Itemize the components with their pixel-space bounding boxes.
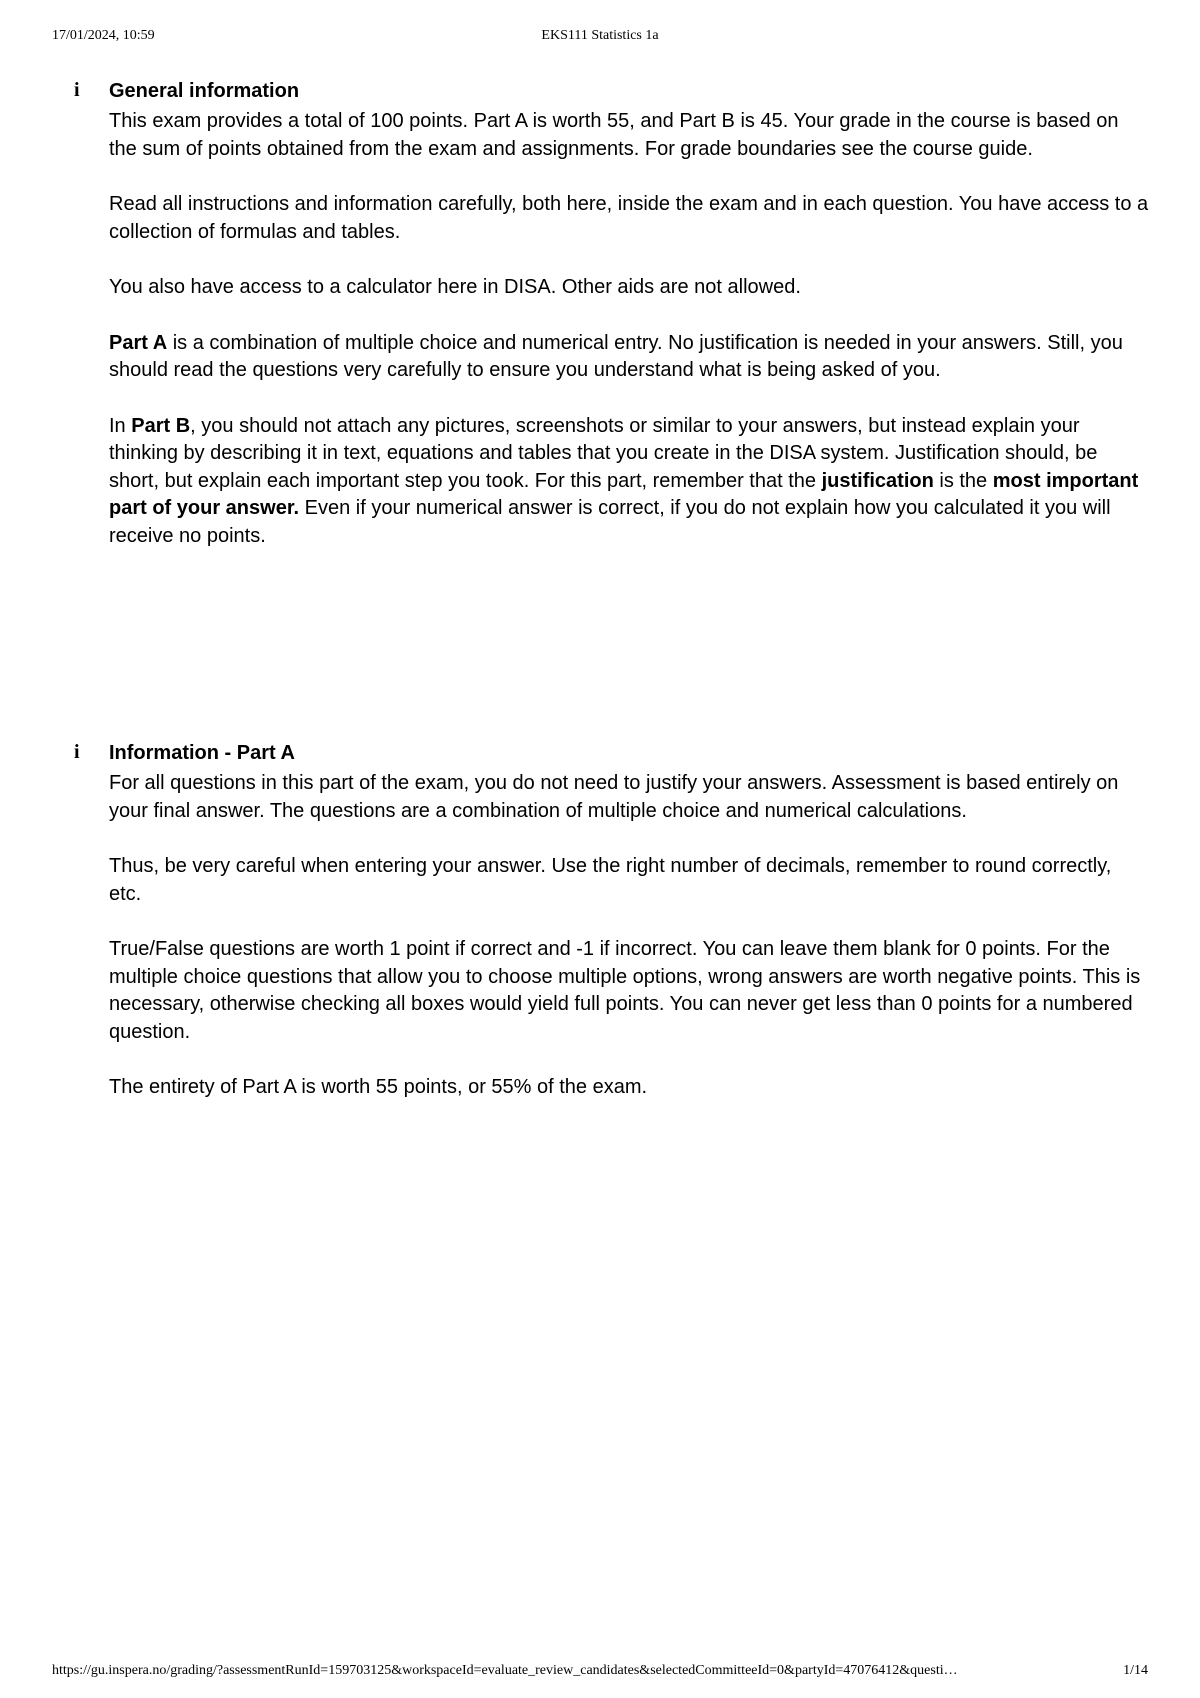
bold-part-b: Part B	[131, 414, 191, 437]
section-body	[109, 770, 1149, 1130]
paragraph-part-a-worth: The entirety of Part A is worth 55 points, or 55% of the exam.	[109, 1076, 648, 1098]
paragraph-true-false: True/False questions are worth 1 point if correct and -1 if incorrect. You can leave them blank for 0 points. For the multiple choice questions that allow you to choose multiple options, wrong answers are worth negative points. This is necessary, otherwise checking all boxes would yield full points. You can never get less than 0 points for a numbered question.	[109, 938, 1141, 1043]
text-fragment: , you should not attach any pictures, screenshots or similar to your answers, but instead explain your thinking by describing it in text, equations and tables that you create in the DISA system. Justification should, be short, but explain each important step you took. For this part, remember that the	[109, 414, 1098, 492]
bold-part-a: Part A	[109, 331, 168, 354]
paragraph-instructions: Read all instructions and information carefully, both here, inside the exam and in each question. You have access to a collection of formulas and tables.	[109, 193, 1149, 243]
page-number: 1/14	[1123, 1663, 1148, 1678]
bold-justification: justification	[821, 469, 934, 492]
paragraph-part-a-text: is a combination of multiple choice and numerical entry. No justification is needed in your answers. Still, you should read the questions very carefully to ensure you understand what is being asked of you.	[109, 331, 1123, 381]
section-title-information-part-a: Information - Part A	[109, 742, 295, 764]
text-fragment: Even if your numerical answer is correct, if you do not explain how you calculated it you will receive no points.	[109, 497, 1111, 547]
paragraph-aids: You also have access to a calculator here in DISA. Other aids are not allowed.	[109, 276, 801, 298]
print-footer	[0, 1663, 1200, 1683]
section-body	[109, 108, 1149, 578]
print-date: 17/01/2024, 10:59	[52, 28, 155, 43]
info-icon: i	[74, 79, 80, 101]
paragraph-decimals: Thus, be very careful when entering your answer. Use the right number of decimals, remember to round correctly, etc.	[109, 855, 1112, 905]
section-title-general-information: General information	[109, 80, 300, 102]
paragraph-points: This exam provides a total of 100 points. Part A is worth 55, and Part B is 45. Your grade in the course is based on the sum of points obtained from the exam and assignments. For grade boundaries see the course guide.	[109, 110, 1119, 160]
info-icon: i	[74, 741, 80, 763]
bold-most-important: most important part of your answer.	[109, 469, 1139, 519]
text-fragment: is the	[933, 469, 993, 492]
paragraph-part-a	[109, 330, 1149, 385]
print-header	[0, 28, 1200, 48]
paragraph-no-justification: For all questions in this part of the exam, you do not need to justify your answers. Assessment is based entirely on your final answer. The questions are a combination of multiple choice and numerical calculations.	[109, 772, 1119, 822]
paragraph-part-b	[109, 413, 1149, 551]
text-fragment: In	[109, 414, 132, 437]
page-url: https://gu.inspera.no/grading/?assessmentRunId=159703125&workspaceId=evaluate_review_candidates&selectedCommitteeId=0&partyId=47076412&questi…	[52, 1663, 958, 1678]
document-title: EKS111 Statistics 1a	[541, 28, 659, 43]
